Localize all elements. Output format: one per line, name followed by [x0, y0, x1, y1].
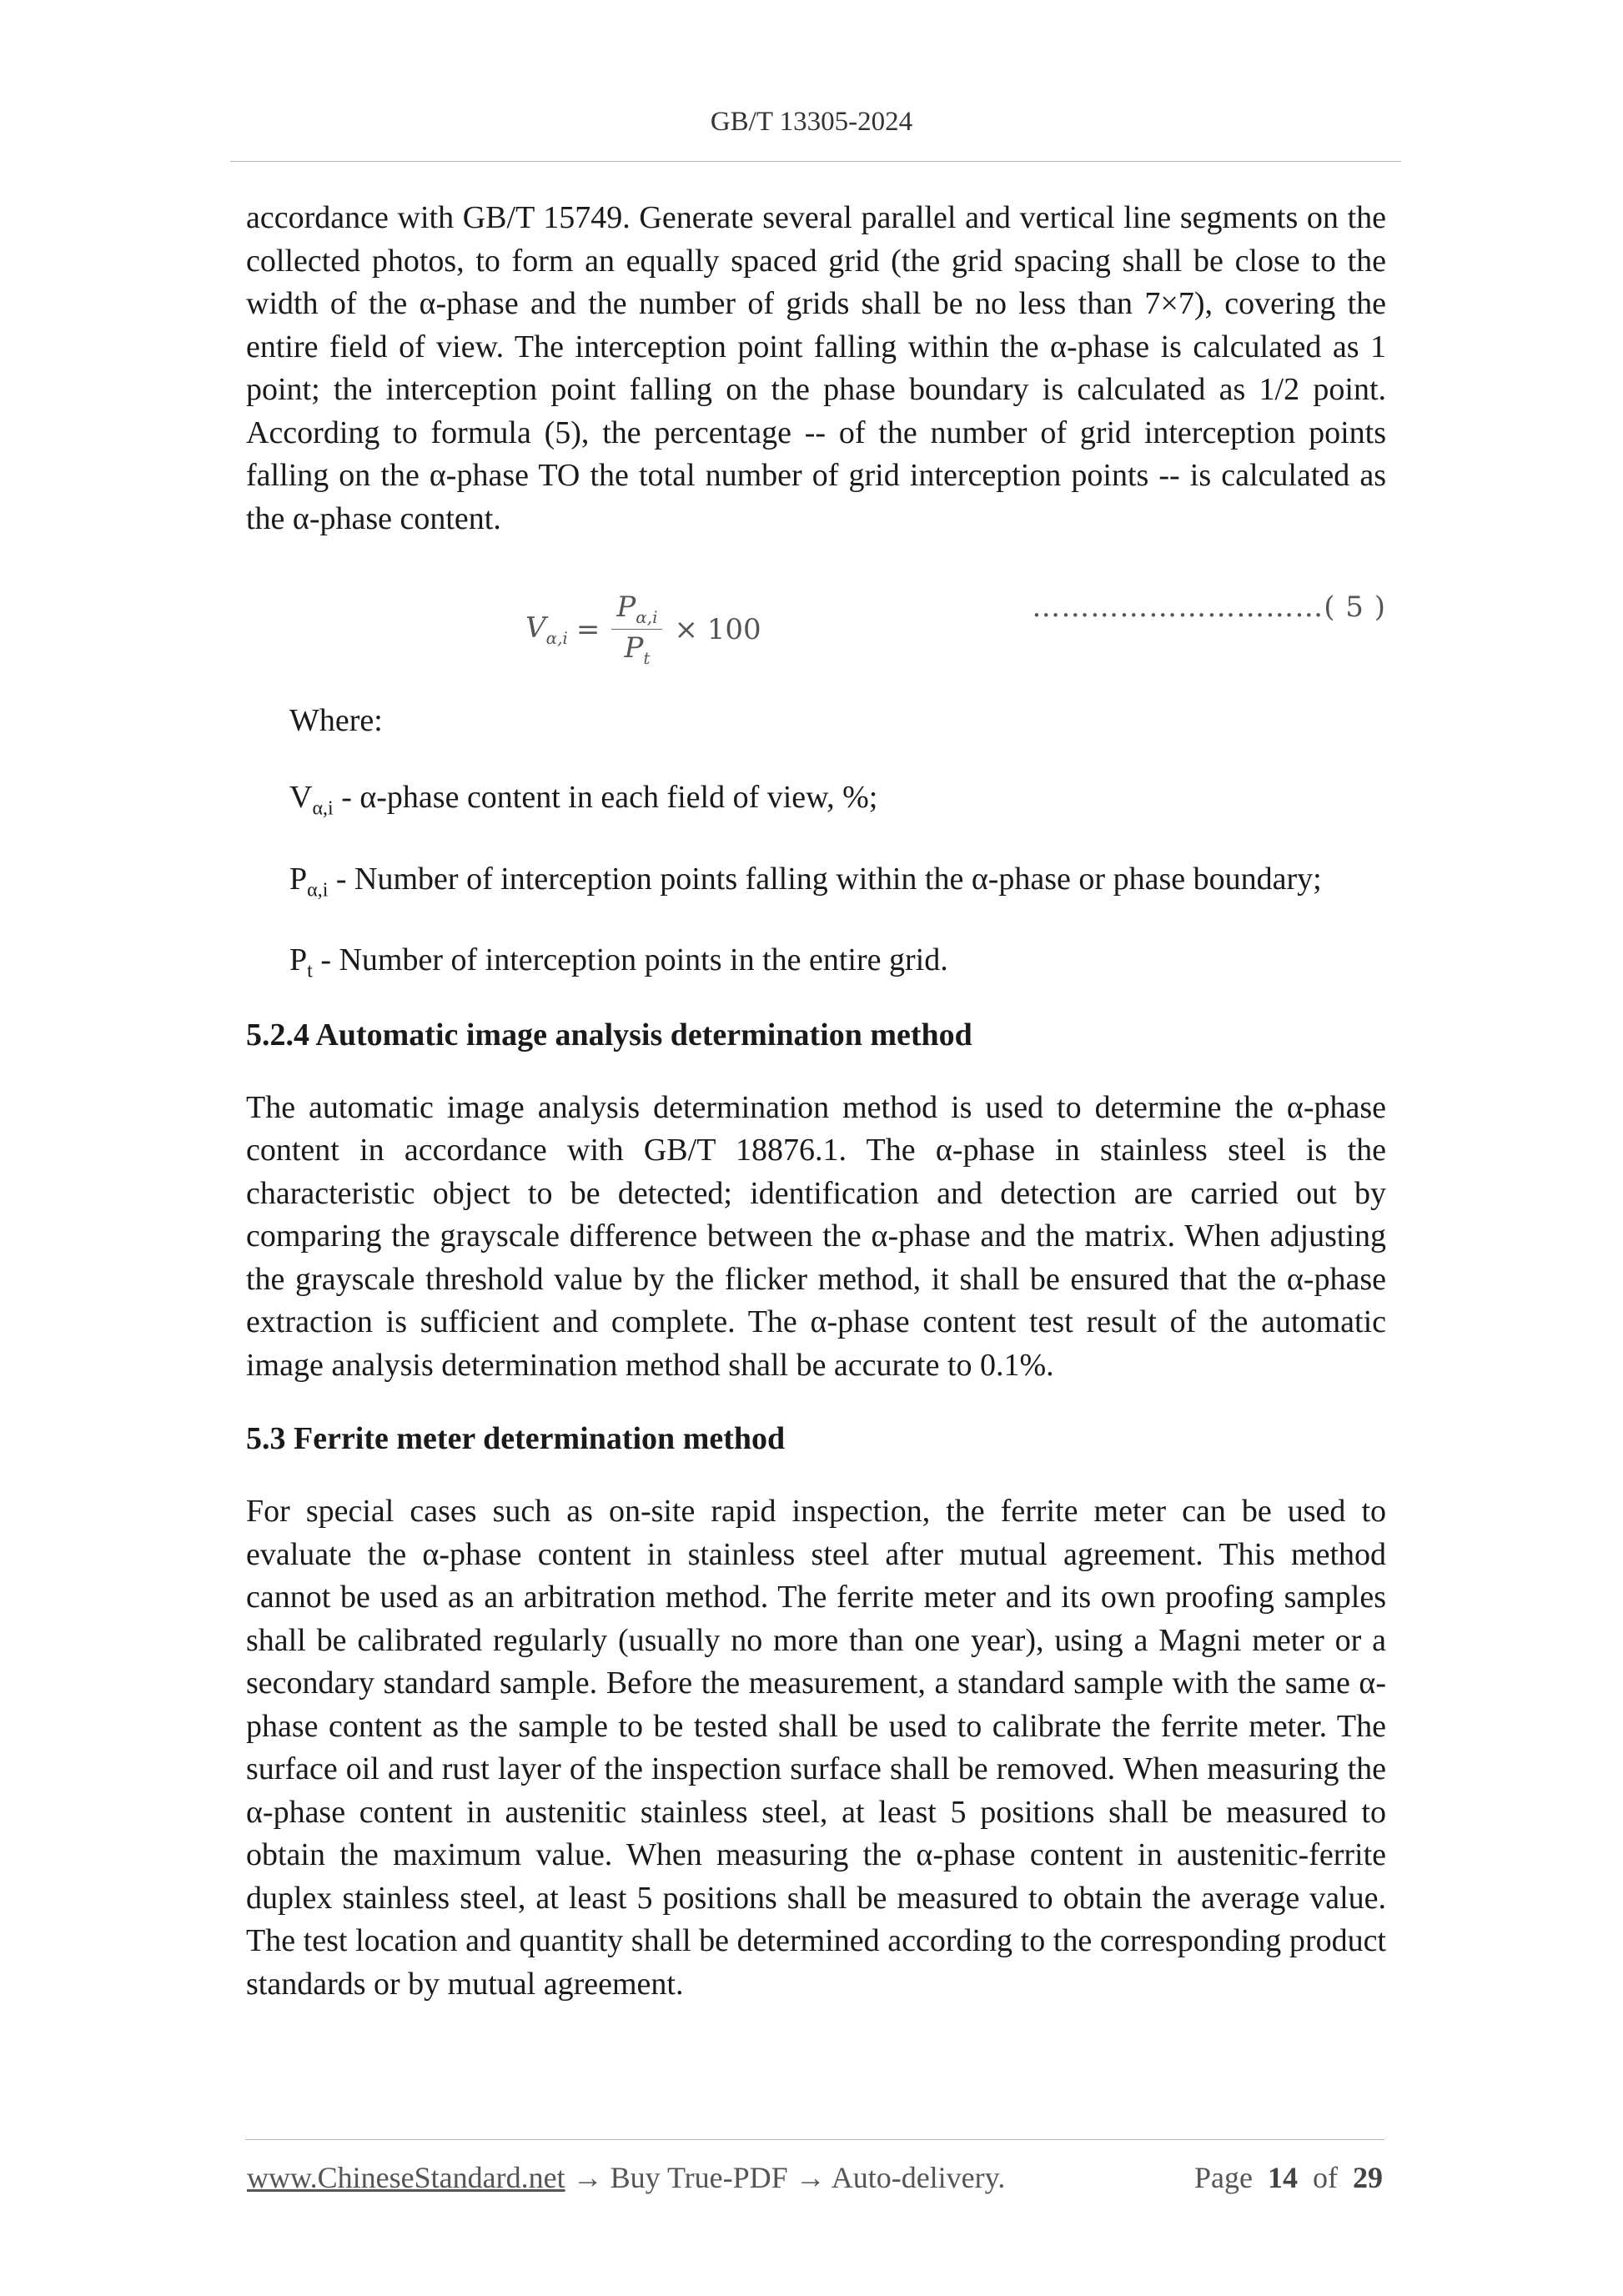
formula-equals: =	[575, 612, 600, 646]
header-divider	[230, 161, 1401, 162]
section-heading-5-2-4: 5.2.4 Automatic image analysis determination method	[246, 1017, 972, 1053]
current-page: 14	[1268, 2161, 1298, 2194]
formula-denominator: $P_t$	[624, 631, 651, 669]
formula-5	[246, 557, 1386, 682]
page-header	[0, 107, 1623, 138]
formula-numerator: $P_{\alpha,i}$	[616, 590, 658, 627]
arrow-icon: →	[795, 2161, 826, 2194]
section-heading-5-3: 5.3 Ferrite meter determination method	[246, 1421, 786, 1457]
document-code: GB/T 13305-2024	[710, 107, 913, 137]
formula-times: × 100	[674, 612, 761, 646]
page-content	[246, 197, 1386, 2006]
formula-number	[1032, 590, 1386, 624]
arrow-icon: →	[572, 2161, 603, 2194]
definition-item: $V_{\alpha,i}$ - α-phase content in each field of view, %;	[289, 780, 878, 820]
page-number: Page 14 of 29	[1194, 2161, 1383, 2194]
section-5-3-text: For special cases such as on-site rapid inspection, the ferrite meter can be used to evaluate the α-phase content in stainless steel after mutual agreement. This method cannot be used as an arbitration method. The ferrite meter and its own proofing samples shall be calibrated regularly (usually no more than one year), using a Magni meter or a secondary standard sample. Before the measurement, a standard sample with the same α-phase content as the sample to be tested shall be used to calibrate the ferrite meter. The surface oil and rust layer of the inspection surface shall be removed. When measuring the α-phase content in austenitic stainless steel, at least 5 positions shall be measured to obtain the maximum value. When measuring the α-phase content in austenitic-ferrite duplex stainless steel, at least 5 positions shall be measured to obtain the average value. The test location and quantity shall be determined according to the corresponding product standards or by mutual agreement.	[246, 1494, 1386, 2002]
formula-fraction	[611, 590, 662, 668]
section-5-2-4-text: The automatic image analysis determination method is used to determine the α-phase content in accordance with GB/T 18876.1. The α-phase in stainless steel is the characteristic object to be detected; identification and detection are carried out by comparing the grayscale difference between the α-phase and the matrix. When adjusting the grayscale threshold value by the flicker method, it shall be ensured that the α-phase extraction is sufficient and complete. The α-phase content test result of the automatic image analysis determination method shall be accurate to 0.1%.	[246, 1089, 1386, 1383]
formula-number-label: ( 5 )	[1324, 590, 1386, 624]
where-label: Where:	[289, 703, 383, 738]
auto-delivery-text: Auto-delivery.	[831, 2161, 1006, 2194]
formula-expression	[525, 590, 761, 668]
footer-divider	[245, 2139, 1384, 2140]
total-pages: 29	[1353, 2161, 1383, 2194]
definition-item: $P_t$ - Number of interception points in the entire grid.	[289, 942, 948, 982]
fraction-bar	[611, 629, 662, 631]
website-link[interactable]: www.ChineseStandard.net	[247, 2161, 565, 2194]
definition-item: $P_{\alpha,i}$ - Number of interception points falling within the α-phase or phase boundary;	[289, 861, 1322, 902]
page-footer	[247, 2160, 1383, 2195]
formula-leader-dots: …………………………	[1032, 590, 1324, 624]
buy-true-pdf-text: Buy True-PDF	[610, 2161, 788, 2194]
footer-left	[247, 2160, 1005, 2195]
paragraph-grid-method: accordance with GB/T 15749. Generate several parallel and vertical line segments on the collected photos, to form an equally spaced grid (the grid spacing shall be close to the width of the α-phase and the number of grids shall be no less than 7×7), covering the entire field of view. The interception point falling within the α-phase is calculated as 1 point; the interception point falling on the phase boundary is calculated as 1/2 point. According to formula (5), the percentage -- of the number of grid interception points falling on the α-phase TO the total number of grid interception points -- is calculated as the α-phase content.	[246, 200, 1386, 536]
formula-lhs: $V_{\alpha,i}$	[525, 610, 568, 648]
